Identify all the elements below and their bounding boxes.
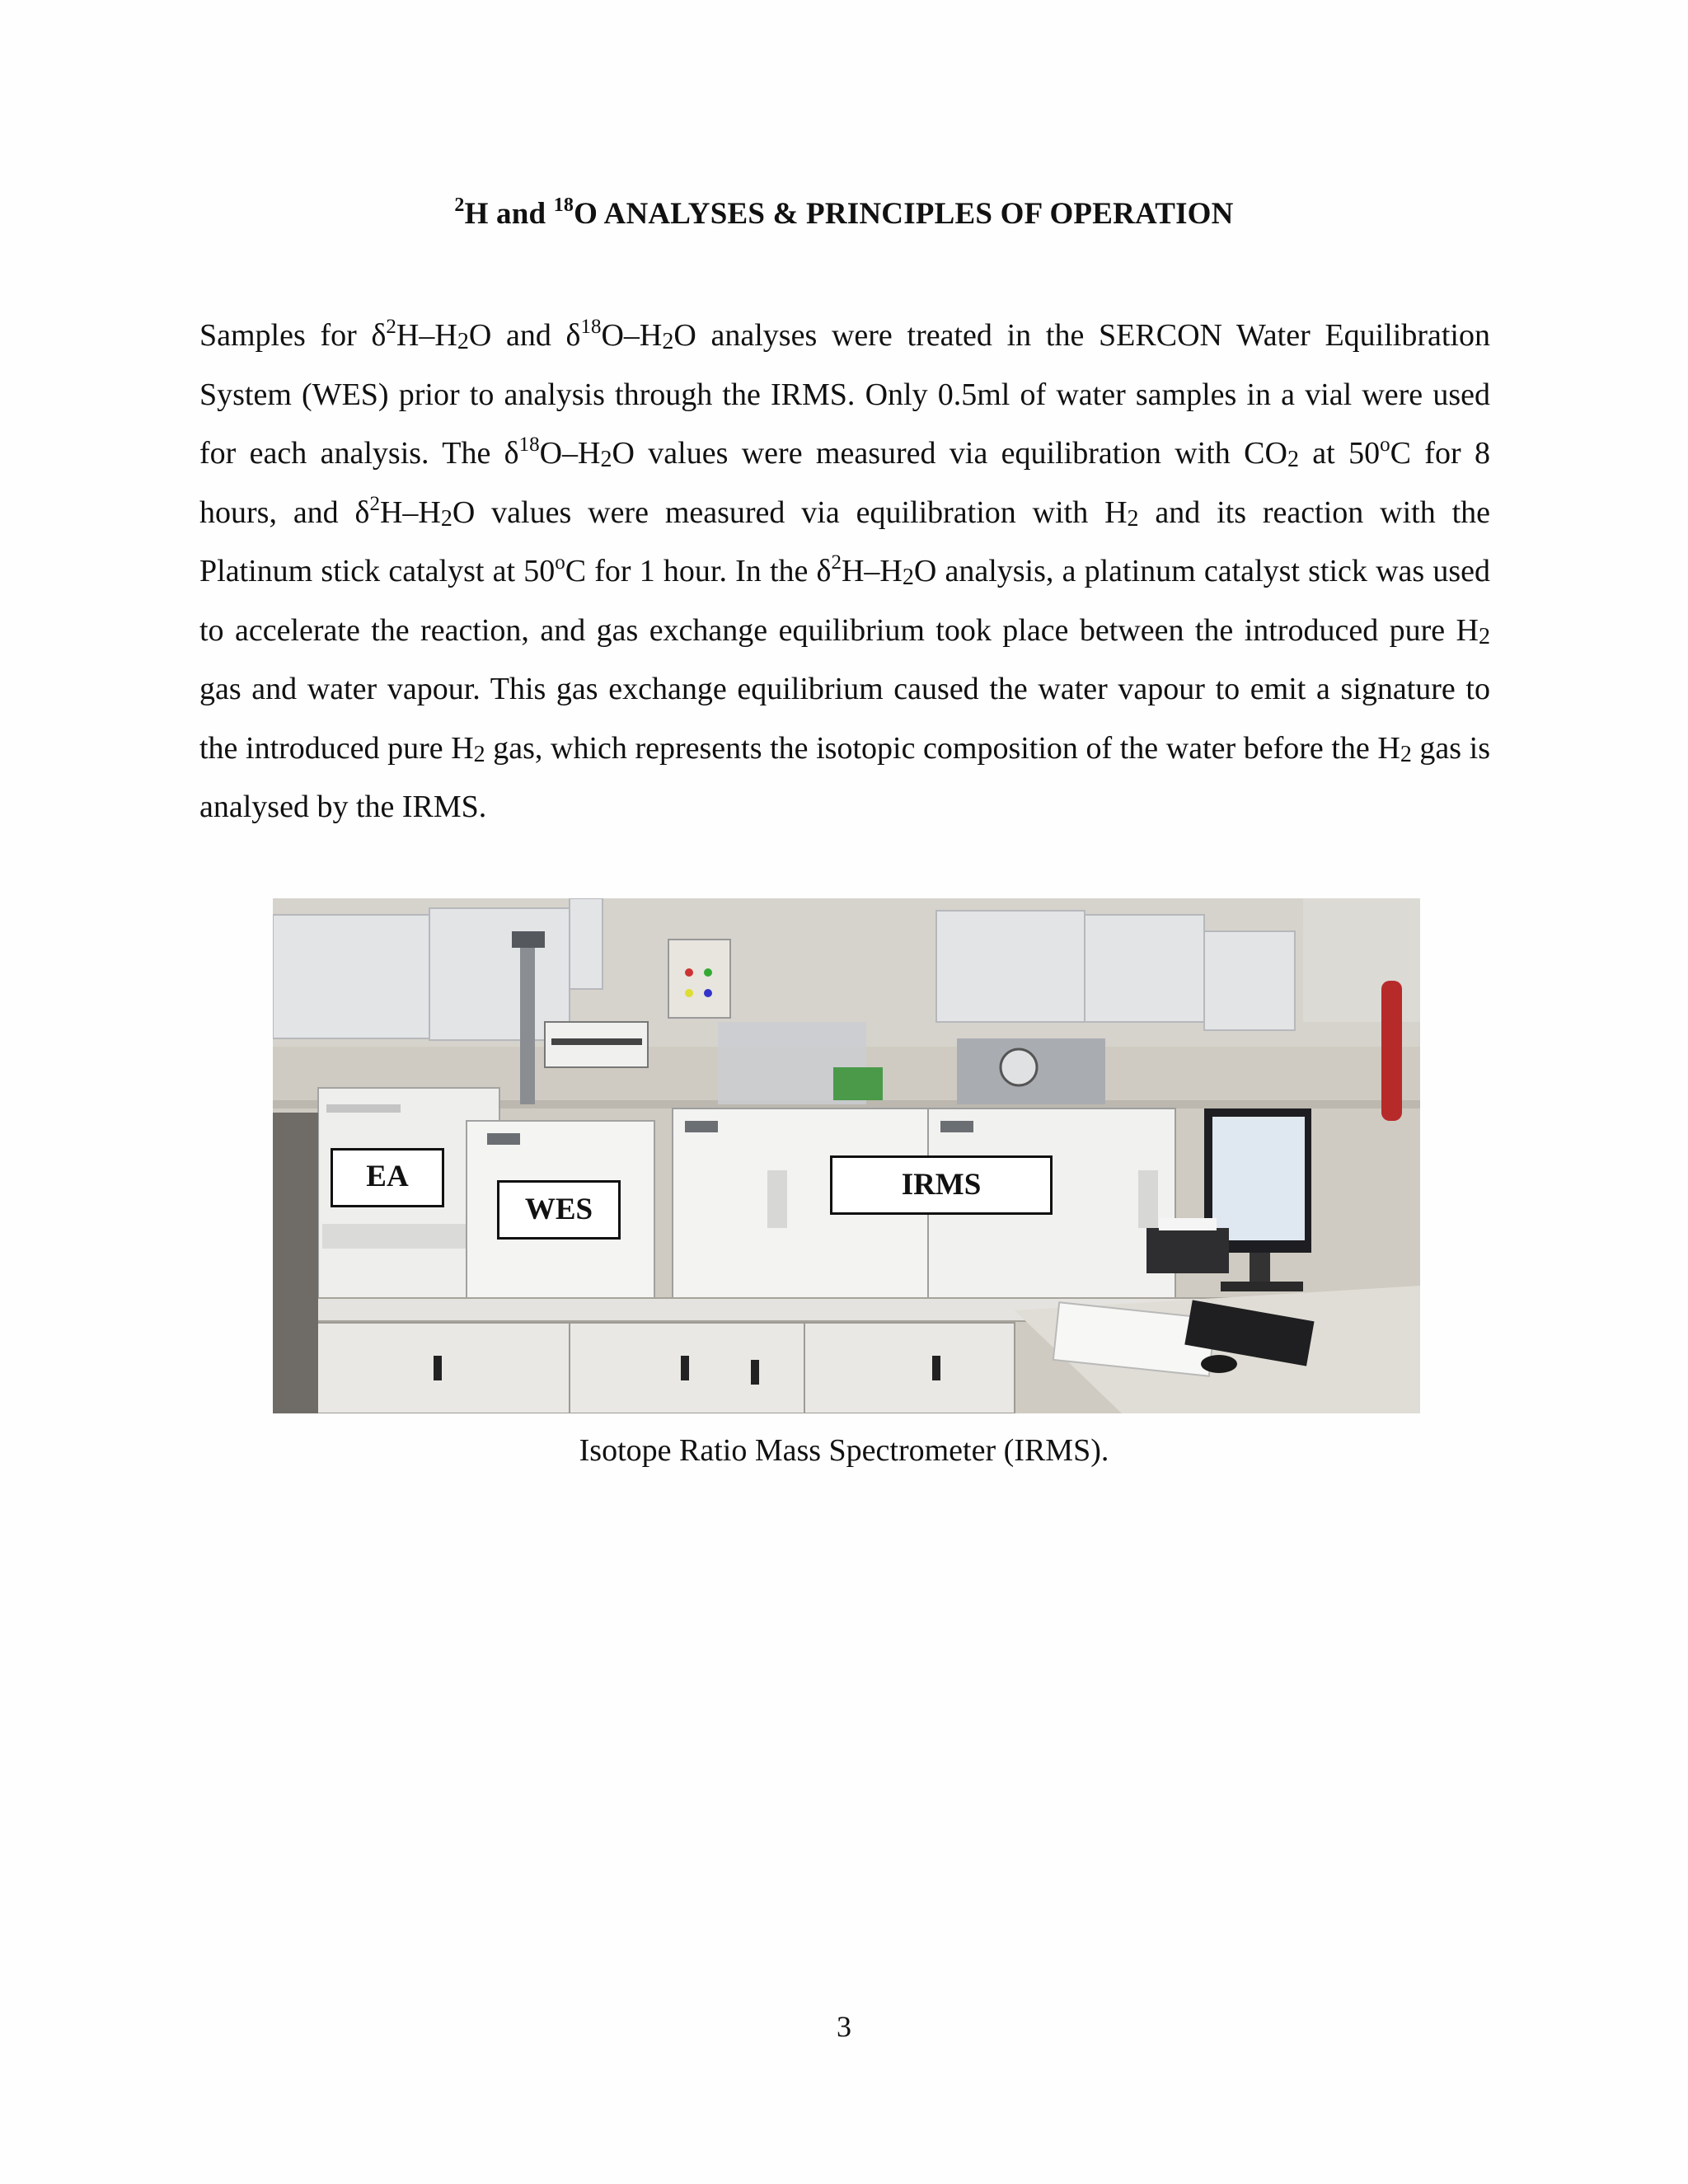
body-paragraph: Samples for $\delta^2H-H_2O$ and $\delta^{18}O-H_2O$ analyses were treated in the SERCON Water Equilibration System (WES) prior to analysis through the IRMS. Only 0.5ml of water samples in a vial were used for each analysis. The $\delta^{18}O-H_2O$ values were measured via equilibration with $CO_2$ at 50$^o$C for 8 hours, and $\delta^2H-H_2O$ values were measured via equilibration with $H_2$ and its reaction with the Platinum stick catalyst at 50$^o$C for 1 hour. In the $\delta^2H-H_2O$ analysis, a platinum catalyst stick was used to accelerate the reaction, and gas exchange equilibrium took place between the introduced pure $H_2$ gas and water vapour. This gas exchange equilibrium caused the water vapour to emit a signature to the introduced pure $H_2$ gas, which represents the isotopic composition of the water before the $H_2$ gas is analysed by the IRMS. (199, 316, 1491, 824)
section-heading (0, 196, 1688, 232)
heading-text-part2: O ANALYSES & PRINCIPLES OF OPERATION (574, 197, 1234, 231)
ea-label: EA (331, 1148, 444, 1207)
lab-photo-figure (273, 898, 1420, 1413)
wes-label: WES (497, 1180, 621, 1240)
heading-superscript-2: 2 (454, 194, 465, 216)
irms-label: IRMS (830, 1155, 1053, 1215)
lower-cabinets (298, 1323, 1015, 1413)
page-number: 3 (837, 2010, 851, 2043)
heading-text-part1: H and (464, 197, 554, 231)
figure-caption: Isotope Ratio Mass Spectrometer (IRMS). (579, 1433, 1109, 1468)
heading-superscript-18: 18 (553, 194, 574, 216)
